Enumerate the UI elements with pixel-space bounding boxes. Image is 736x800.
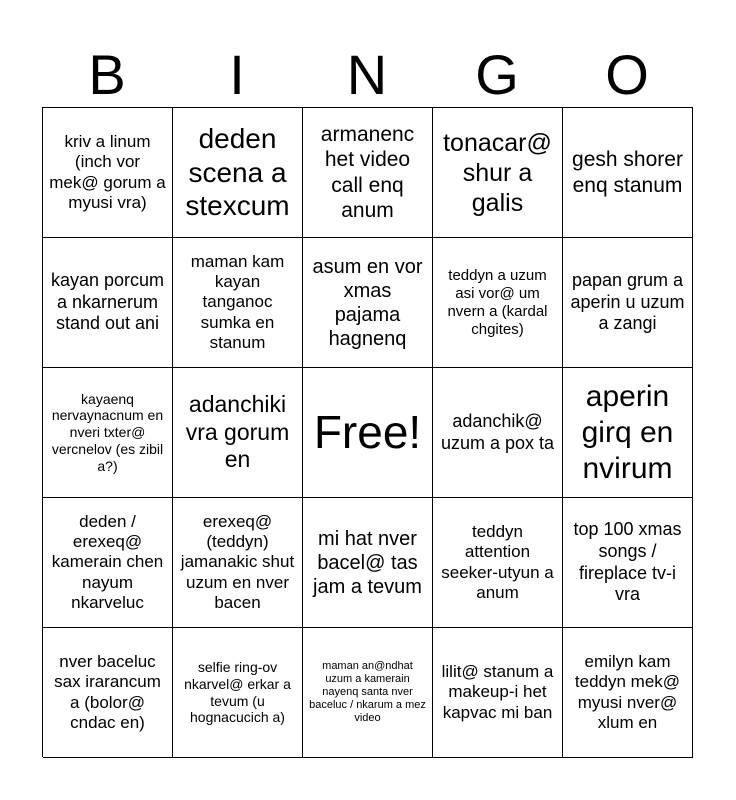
- bingo-cell[interactable]: kayaenq nervaynacnum en nveri txter@ vercnelov (es zibil a?): [43, 368, 173, 498]
- header-letter-n: N: [346, 43, 388, 106]
- bingo-cell[interactable]: lilit@ stanum a makeup-i het kapvac mi ban: [433, 628, 563, 758]
- bingo-header: [42, 44, 692, 106]
- bingo-cell[interactable]: kriv a linum (inch vor mek@ gorum a myusi vra): [43, 108, 173, 238]
- bingo-cell[interactable]: deden / erexeq@ kamerain chen nayum nkarveluc: [43, 498, 173, 628]
- bingo-cell[interactable]: erexeq@ (teddyn) jamanakic shut uzum en nver bacen: [173, 498, 303, 628]
- bingo-cell[interactable]: maman an@ndhat uzum a kamerain nayenq santa nver baceluc / nkarum a mez video: [303, 628, 433, 758]
- bingo-cell[interactable]: adanchik@ uzum a pox ta: [433, 368, 563, 498]
- header-letter-o: O: [605, 43, 649, 106]
- header-letter-i: I: [229, 43, 245, 106]
- bingo-cell[interactable]: aperin girq en nvirum: [563, 368, 693, 498]
- free-cell[interactable]: Free!: [303, 368, 433, 498]
- header-letter-g: G: [475, 43, 519, 106]
- bingo-cell[interactable]: top 100 xmas songs / fireplace tv-i vra: [563, 498, 693, 628]
- bingo-cell[interactable]: adanchiki vra gorum en: [173, 368, 303, 498]
- header-letter-b: B: [88, 43, 126, 106]
- bingo-cell[interactable]: tonacar@ shur a galis: [433, 108, 563, 238]
- bingo-cell[interactable]: maman kam kayan tanganoc sumka en stanum: [173, 238, 303, 368]
- bingo-cell[interactable]: nver baceluc sax irarancum a (bolor@ cndac en): [43, 628, 173, 758]
- bingo-cell[interactable]: papan grum a aperin u uzum a zangi: [563, 238, 693, 368]
- bingo-cell[interactable]: kayan porcum a nkarnerum stand out ani: [43, 238, 173, 368]
- bingo-cell[interactable]: teddyn a uzum asi vor@ um nvern a (kardal chgites): [433, 238, 563, 368]
- bingo-cell[interactable]: teddyn attention seeker-utyun a anum: [433, 498, 563, 628]
- bingo-cell[interactable]: asum en vor xmas pajama hagnenq: [303, 238, 433, 368]
- bingo-cell[interactable]: selfie ring-ov nkarvel@ erkar a tevum (u hognacucich a): [173, 628, 303, 758]
- bingo-cell[interactable]: armanenc het video call enq anum: [303, 108, 433, 238]
- bingo-cell[interactable]: emilyn kam teddyn mek@ myusi nver@ xlum en: [563, 628, 693, 758]
- bingo-cell[interactable]: gesh shorer enq stanum: [563, 108, 693, 238]
- bingo-board: [42, 107, 693, 757]
- bingo-cell[interactable]: deden scena a stexcum: [173, 108, 303, 238]
- bingo-cell[interactable]: mi hat nver bacel@ tas jam a tevum: [303, 498, 433, 628]
